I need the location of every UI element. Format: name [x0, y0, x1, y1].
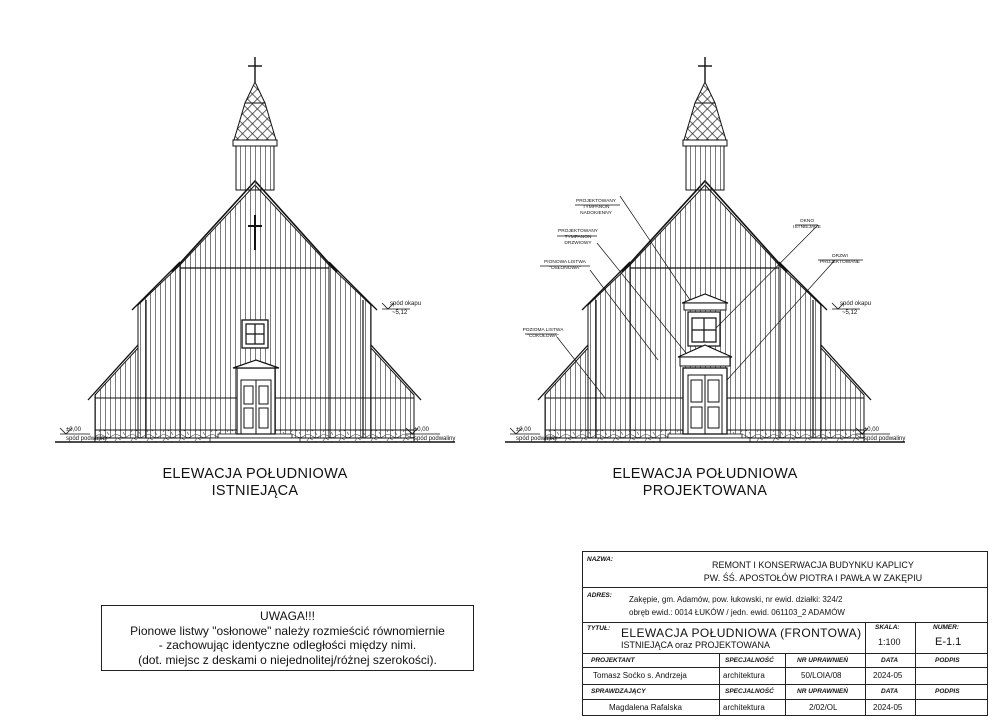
tb-r2-3: 2024-05: [873, 703, 903, 712]
tb-r1-3: 2024-05: [873, 671, 903, 680]
tb-h2-3: DATA: [881, 688, 899, 695]
tb-nazwa-label: NAZWA:: [587, 556, 613, 563]
caption-existing-line1: ELEWACJA POŁUDNIOWA: [162, 466, 348, 482]
tb-r2-1: architektura: [723, 703, 765, 712]
callout-tympanon-drzwiowy-3: DRZWIOWY: [564, 241, 592, 246]
tb-r1-1: architektura: [723, 671, 765, 680]
callout-listwa-oslonowa-1: PIONOWA LISTWA: [544, 260, 586, 265]
tb-tytul-label: TYTUŁ:: [587, 625, 611, 632]
callout-tympanon-nadokienny-3: NADOKIENNY: [580, 211, 612, 216]
tb-h1-2: NR UPRAWNIEŃ: [797, 657, 848, 664]
tb-adres-label: ADRES:: [587, 592, 612, 599]
tb-tytul-1: ELEWACJA POŁUDNIOWA (FRONTOWA): [621, 626, 862, 640]
tb-skala-value: 1:100: [878, 637, 901, 647]
eave-value: ~5,12: [392, 310, 408, 316]
tb-h1-1: SPECJALNOŚĆ: [725, 657, 774, 664]
caption-projected: [605, 466, 805, 500]
level-left-label: spód podwaliny: [66, 436, 108, 442]
callout-listwa-oslonowa-2: "OSŁONOWA": [549, 266, 581, 271]
tb-h2-4: PODPIS: [935, 688, 960, 695]
callout-listwa-cokolowa-2: "COKOŁOWA": [527, 334, 559, 339]
eave-label: spód okapu: [390, 301, 422, 307]
tb-adres-1: Zakępie, gm. Adamów, pow. łukowski, nr ewid. działki: 324/2: [629, 595, 843, 604]
tb-h1-0: PROJEKTANT: [591, 657, 635, 664]
tb-skala-label: SKALA:: [875, 624, 900, 631]
eave-value-2: ~5,12: [842, 310, 858, 316]
tb-r2-2: 2/02/OL: [809, 703, 838, 712]
callout-okno-2: ISTNIEJĄCE: [793, 225, 821, 230]
warning-note: [101, 605, 474, 671]
callout-okno-1: OKNO: [799, 219, 815, 224]
tb-nazwa-1: REMONT I KONSERWACJA BUDYNKU KAPLICY: [712, 560, 914, 570]
callout-tympanon-drzwiowy-2: TYMPANON: [564, 235, 592, 240]
callout-drzwi-2: PROJEKTOWANE: [820, 260, 860, 265]
note-line3: (dot. miejsc z deskami o niejednolitej/różnej szerokości).: [138, 652, 437, 667]
tb-r1-0: Tomasz Soćko s. Andrzeja: [593, 671, 687, 680]
tb-r1-2: 50/LOIA/08: [801, 671, 842, 680]
callout-tympanon-drzwiowy-1: PROJEKTOWANY: [558, 229, 598, 234]
caption-existing-line2: ISTNIEJĄCA: [211, 483, 299, 499]
tb-h2-0: SPRAWDZAJĄCY: [591, 688, 646, 695]
title-block: [582, 551, 988, 716]
tb-h2-2: NR UPRAWNIEŃ: [797, 688, 848, 695]
tb-numer-value: E-1.1: [935, 636, 962, 648]
tb-nazwa-2: PW. ŚŚ. APOSTOŁÓW PIOTRA I PAWŁA W ZAKĘPIU: [703, 573, 923, 583]
caption-projected-line1: ELEWACJA POŁUDNIOWA: [612, 466, 798, 482]
caption-existing: [155, 466, 355, 500]
tb-r2-0: Magdalena Rafalska: [609, 703, 682, 712]
tb-h1-4: PODPIS: [935, 657, 960, 664]
caption-projected-line2: PROJEKTOWANA: [642, 483, 768, 499]
tb-h1-3: DATA: [881, 657, 899, 664]
callout-tympanon-nadokienny-2: TYMPANON: [582, 205, 610, 210]
note-line2: - zachowując identyczne odległości między nimi.: [158, 638, 417, 653]
level-right-label-2: spód podwaliny: [864, 436, 906, 442]
note-line1: Pionowe listwy "osłonowe" należy rozmieścić równomiernie: [130, 623, 445, 638]
tb-adres-2: obręb ewid.: 0014 ŁUKÓW / jedn. ewid. 061103_2 ADAMÓW: [629, 608, 845, 617]
level-right-value-2: ±0,00: [864, 427, 879, 433]
note-title: UWAGA!!!: [260, 609, 315, 623]
callout-listwa-cokolowa-1: POZIOMA LISTWA: [522, 328, 564, 333]
level-left-label-2: spód podwaliny: [516, 436, 558, 442]
level-right-value: ±0,00: [414, 427, 429, 433]
tb-h2-1: SPECJALNOŚĆ: [725, 688, 774, 695]
callout-drzwi-1: DRZWI: [832, 254, 848, 259]
tb-numer-label: NUMER:: [933, 624, 959, 631]
level-right-label: spód podwaliny: [414, 436, 456, 442]
level-left-value-2: ±0,00: [516, 427, 531, 433]
eave-label-2: spód okapu: [840, 301, 872, 307]
level-left-value: ±0,00: [66, 427, 81, 433]
tb-tytul-2: ISTNIEJĄCA oraz PROJEKTOWANA: [621, 640, 771, 650]
callout-tympanon-nadokienny-1: PROJEKTOWANY: [576, 199, 616, 204]
